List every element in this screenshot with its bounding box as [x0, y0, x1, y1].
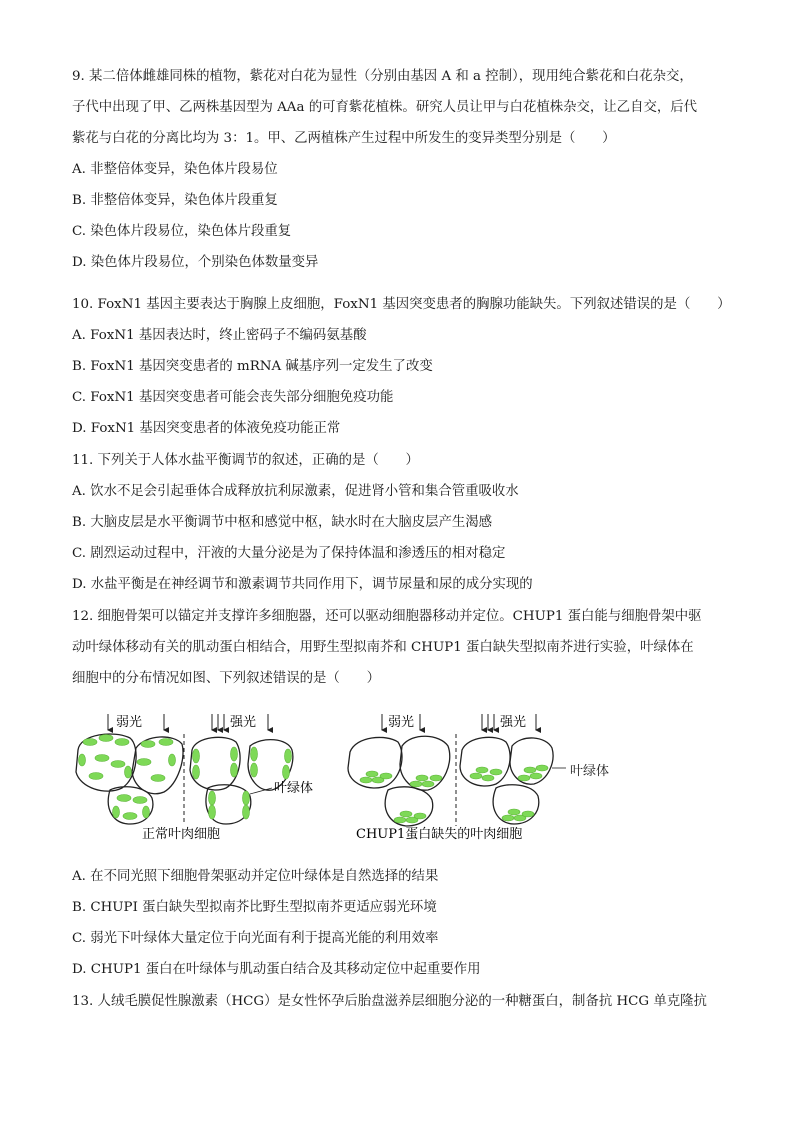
q10-option-a: A. FoxN1 基因表达时，终止密码子不编码氨基酸 [72, 328, 367, 343]
strong-light-label-normal: 强光 [230, 715, 257, 730]
q9-stem-line2: 子代中出现了甲、乙两株基因型为 AAa 的可育紫花植株。研究人员让甲与白花植株杂交，让乙自交，后代 [72, 100, 698, 115]
q13-stem: 13. 人绒毛膜促性腺激素（HCG）是女性怀孕后胎盘滋养层细胞分泌的一种糖蛋白，制备抗 HCG 单克隆抗 [72, 994, 707, 1009]
caption-normal-cell: 正常叶肉细胞 [142, 827, 221, 842]
q11-option-d: D. 水盐平衡是在神经调节和激素调节共同作用下，调节尿量和尿的成分实现的 [72, 577, 533, 592]
caption-mutant-cell: CHUP1蛋白缺失的叶肉细胞 [356, 827, 523, 842]
weak-light-label-normal: 弱光 [116, 715, 143, 730]
q10-option-d: D. FoxN1 基因突变患者的体液免疫功能正常 [72, 421, 341, 436]
q11-stem: 11. 下列关于人体水盐平衡调节的叙述，正确的是（ ） [72, 453, 419, 468]
q10-option-c: C. FoxN1 基因突变患者可能会丧失部分细胞免疫功能 [72, 390, 394, 405]
q12-stem-line1: 12. 细胞骨架可以锚定并支撑许多细胞器，还可以驱动细胞器移动并定位。CHUP1 蛋白能与细胞骨架中驱 [72, 609, 702, 624]
q11-option-c: C. 剧烈运动过程中，汗液的大量分泌是为了保持体温和渗透压的相对稳定 [72, 546, 506, 561]
q12-stem-line3: 细胞中的分布情况如图、下列叙述错误的是（ ） [72, 671, 380, 686]
chloroplast-distribution-figure [66, 706, 566, 856]
strong-light-label-mutant: 强光 [500, 715, 527, 730]
q12-option-a: A. 在不同光照下细胞骨架驱动并定位叶绿体是自然选择的结果 [72, 869, 439, 884]
q9-option-a: A. 非整倍体变异，染色体片段易位 [72, 162, 278, 177]
chloroplasts-normal-weak [79, 735, 176, 820]
mutant-cells-strong-light [460, 737, 553, 824]
q10-stem: 10. FoxN1 基因主要表达于胸腺上皮细胞，FoxN1 基因突变患者的胸腺功能缺失。下列叙述错误的是（ ） [72, 297, 731, 312]
q11-option-b: B. 大脑皮层是水平衡调节中枢和感觉中枢，缺水时在大脑皮层产生渴感 [72, 515, 493, 530]
q12-option-c: C. 弱光下叶绿体大量定位于向光面有利于提高光能的利用效率 [72, 931, 439, 946]
q9-stem-line3: 紫花与白花的分离比均为 3：1。甲、乙两植株产生过程中所发生的变异类型分别是（ ） [72, 131, 616, 146]
q9-option-b: B. 非整倍体变异，染色体片段重复 [72, 193, 278, 208]
q12-option-b: B. CHUPI 蛋白缺失型拟南芥比野生型拟南芥更适应弱光环境 [72, 900, 437, 915]
weak-light-label-mutant: 弱光 [388, 715, 415, 730]
q9-option-c: C. 染色体片段易位，染色体片段重复 [72, 224, 292, 239]
q9-option-d: D. 染色体片段易位，个别染色体数量变异 [72, 255, 319, 270]
q9-stem-line1: 9. 某二倍体雌雄同株的植物，紫花对白花为显性（分别由基因 A 和 a 控制），现用纯合紫花和白花杂交， [72, 69, 693, 84]
chloroplast-label-normal: 叶绿体 [274, 781, 314, 796]
q12-stem-line2: 动叶绿体移动有关的肌动蛋白相结合，用野生型拟南芥和 CHUP1 蛋白缺失型拟南芥进行实验，叶绿体在 [72, 640, 694, 655]
chloroplast-label-mutant: 叶绿体 [570, 764, 610, 779]
q12-option-d: D. CHUP1 蛋白在叶绿体与肌动蛋白结合及其移动定位中起重要作用 [72, 962, 481, 977]
q11-option-a: A. 饮水不足会引起垂体合成释放抗利尿激素，促进肾小管和集合管重吸收水 [72, 484, 519, 499]
q10-option-b: B. FoxN1 基因突变患者的 mRNA 碱基序列一定发生了改变 [72, 359, 433, 374]
